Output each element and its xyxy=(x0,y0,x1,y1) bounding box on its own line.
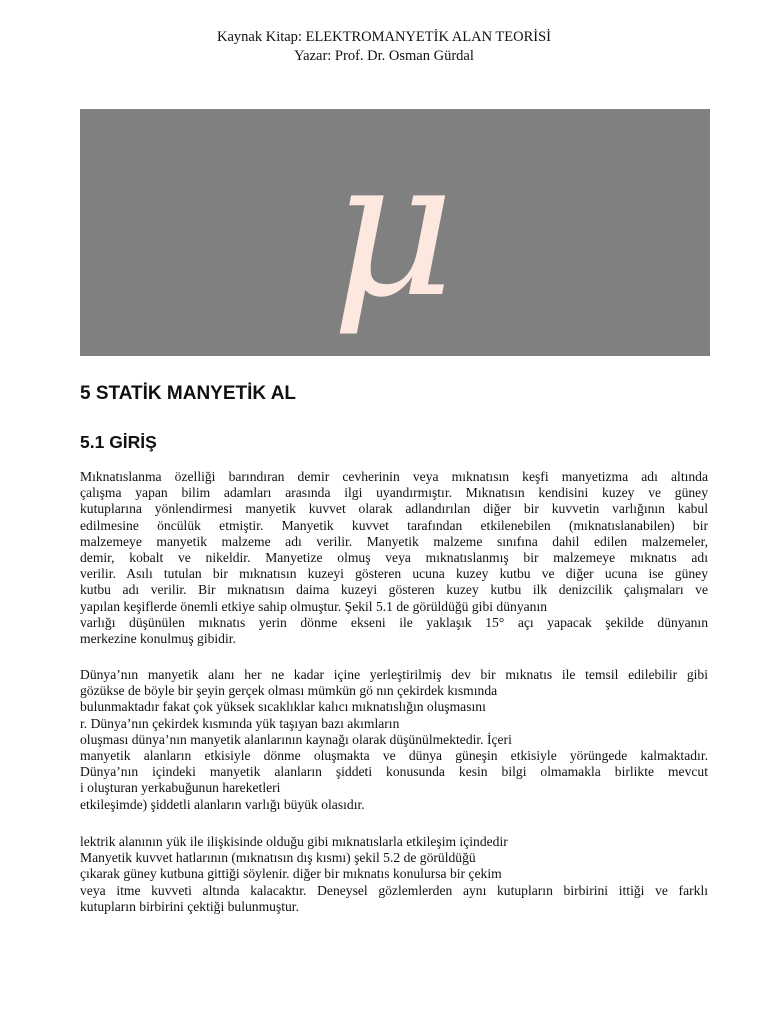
paragraph-line: çalışma yapan bilim adamları arasında ilgi uyandırmıştır. Mıknatısın kendisini kuzey ve güney xyxy=(80,485,708,501)
mu-symbol-icon: μ xyxy=(331,118,455,339)
chapter-title: 5 STATİK MANYETİK AL xyxy=(80,383,297,404)
paragraph-line: edilmesine öncülük etmiştir. Manyetik kuvvet tarafından etkilenebilen (mıknatıslanabilen) bir xyxy=(80,517,708,533)
paragraph-line: Mıknatıslanma özelliği barındıran demir cevherinin veya mıknatısın keşfi manyetizma adı altında xyxy=(80,469,708,484)
paragraph-line: kutbu adı verilir. Bir mıknatısın daima kuzeyi gösteren kuzey kutbu ilk denizcilik çalışmaları ve xyxy=(80,582,708,598)
paragraph-line: merkezine konulmuş gibidir. xyxy=(80,630,236,646)
paragraph-line: Manyetik kuvvet hatlarının (mıknatısın dış kısmı) şekil 5.2 de görüldüğü xyxy=(80,850,476,866)
paragraph-line: demir, kobalt ve nikeldir. Manyetize olmuş veya mıknatıslanmış bir malzemeye mıknatıs adı xyxy=(80,549,708,565)
paragraph-line: kutupların birbirini çektiği bulunmuştur. xyxy=(80,898,299,914)
paragraph-line: yapılan keşiflerde önemli etkiye sahip olmuştur. Şekil 5.1 de görüldüğü gibi dünyanın xyxy=(80,598,548,614)
paragraph-line: bulunmaktadır fakat çok yüksek sıcaklıklar kalıcı mıknatıslığın oluşmasını xyxy=(80,699,486,715)
paragraph-3 xyxy=(80,834,708,915)
document-header xyxy=(0,28,768,66)
source-book-line: Kaynak Kitap: ELEKTROMANYETİK ALAN TEORİSİ xyxy=(217,29,551,45)
chapter-banner xyxy=(80,109,710,356)
paragraph-line: varlığı düşünülen mıknatıs yerin dönme ekseni ile yaklaşık 15° açı yapacak şekilde dünyanın xyxy=(80,614,708,630)
paragraph-line: manyetik alanların etkisiyle dönme oluşmakta ve dünya güneşin etkisiyle yörüngede kalmaktadır. xyxy=(80,747,708,763)
paragraph-line: r. Dünya’nın çekirdek kısmında yük taşıyan bazı akımların xyxy=(80,715,400,731)
paragraph-line: lektrik alanının yük ile ilişkisinde olduğu gibi mıknatıslarla etkileşim içindedir xyxy=(80,834,508,849)
paragraph-line: kutuplarına yönlendirmesi manyetik kuvvet olarak adlandırılan diğer bir kuvvetin varlığının kabul xyxy=(80,501,708,517)
paragraph-line: Dünya’nın içindeki manyetik alanların şiddeti konusunda kesin bilgi olmamakla birlikte mevcut xyxy=(80,764,708,780)
paragraph-2 xyxy=(80,667,708,813)
paragraph-line: veya itme kuvveti altında kalacaktır. Deneysel gözlemlerden aynı kutupların birbirini ittiği ve farklı xyxy=(80,882,708,898)
paragraph-line: malzemeye manyetik malzeme adı verilir. Manyetik malzeme sınıfına dahil edilen malzemeler, xyxy=(80,533,708,549)
paragraph-line: i oluşturan yerkabuğunun hareketleri xyxy=(80,780,281,796)
paragraph-line: etkileşimde) şiddetli alanların varlığı büyük olasıdır. xyxy=(80,796,365,812)
author-line: Yazar: Prof. Dr. Osman Gürdal xyxy=(294,48,474,64)
paragraph-1 xyxy=(80,469,708,647)
section-title: 5.1 GİRİŞ xyxy=(80,432,157,452)
paragraph-line: verilir. Asılı tutulan bir mıknatısın kuzeyi gösteren ucuna kuzey kutbu ve diğer ucuna ise güney xyxy=(80,566,708,582)
paragraph-line: Dünya’nın manyetik alanı her ne kadar içine yerleştirilmiş dev bir mıknatıs ile temsil edilebilir gibi xyxy=(80,667,708,682)
paragraph-line: çıkarak güney kutbuna gittiği söylenir. diğer bir mıknatıs konulursa bir çekim xyxy=(80,866,502,882)
paragraph-line: gözükse de böyle bir şeyin gerçek olması mümkün gö nın çekirdek kısmında xyxy=(80,683,498,699)
paragraph-line: oluşması dünya’nın manyetik alanlarının kaynağı olarak düşünülmektedir. İçeri xyxy=(80,731,512,747)
